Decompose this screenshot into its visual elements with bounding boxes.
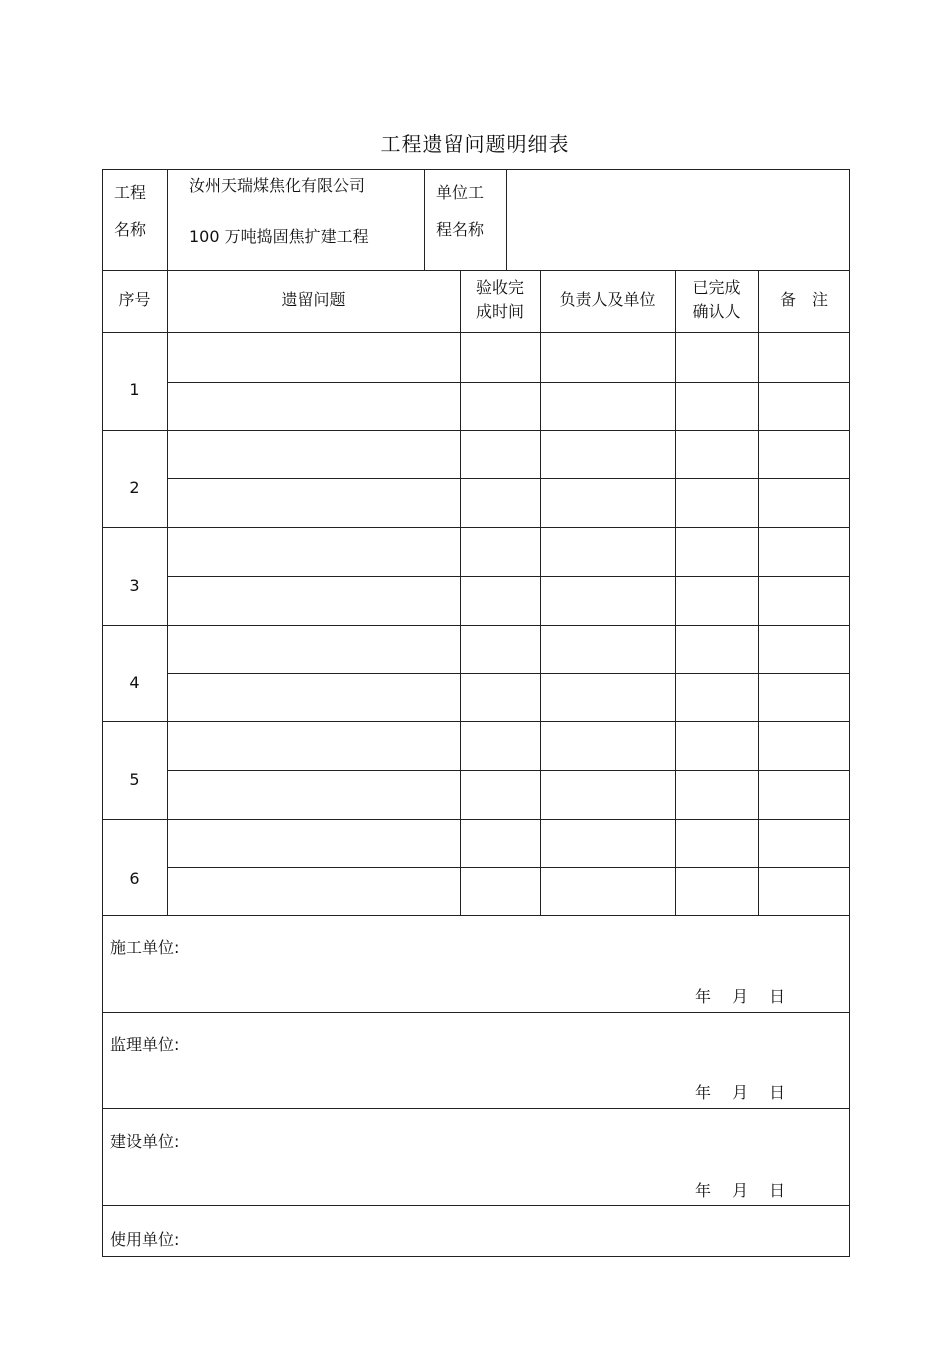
divider xyxy=(424,169,425,271)
divider xyxy=(102,625,850,626)
col-header-responsible: 负责人及单位 xyxy=(559,290,656,309)
col-header-accept-time-line1: 验收完 xyxy=(475,278,524,297)
signoff-construction-label: 施工单位: xyxy=(110,938,180,957)
divider xyxy=(102,819,850,820)
row-seq: 5 xyxy=(129,770,140,789)
col-header-issue: 遗留问题 xyxy=(281,290,346,309)
project-name-line1: 汝州天瑞煤焦化有限公司 xyxy=(189,176,366,195)
divider xyxy=(102,915,850,916)
signoff-construction-date: 年 月 日 xyxy=(695,987,786,1006)
divider xyxy=(167,770,850,771)
row-seq: 3 xyxy=(129,576,140,595)
divider xyxy=(102,332,850,333)
col-header-confirmed-line2: 确认人 xyxy=(692,302,741,321)
divider xyxy=(167,673,850,674)
divider xyxy=(102,1205,850,1206)
signoff-supervision-label: 监理单位: xyxy=(110,1035,180,1054)
row-seq: 4 xyxy=(129,673,140,692)
divider xyxy=(102,527,850,528)
divider xyxy=(102,1012,850,1013)
row-seq: 6 xyxy=(129,869,140,888)
project-name-line2: 100 万吨捣固焦扩建工程 xyxy=(189,227,369,246)
project-label-line2: 名称 xyxy=(114,220,147,239)
divider xyxy=(167,169,168,271)
divider xyxy=(167,478,850,479)
divider xyxy=(167,382,850,383)
divider xyxy=(102,270,850,271)
divider xyxy=(167,867,850,868)
divider xyxy=(102,1108,850,1109)
col-header-confirmed-line1: 已完成 xyxy=(692,278,741,297)
col-header-accept-time-line2: 成时间 xyxy=(475,302,524,321)
col-header-remark: 备 注 xyxy=(779,290,828,309)
row-seq: 2 xyxy=(129,478,140,497)
signoff-supervision-date: 年 月 日 xyxy=(695,1083,786,1102)
unit-label-line2: 程名称 xyxy=(436,220,485,239)
divider xyxy=(167,576,850,577)
signoff-owner-date: 年 月 日 xyxy=(695,1181,786,1200)
signoff-user-label: 使用单位: xyxy=(110,1230,180,1249)
divider xyxy=(506,169,507,271)
col-header-seq: 序号 xyxy=(118,290,151,309)
project-label-line1: 工程 xyxy=(114,183,147,202)
signoff-owner-label: 建设单位: xyxy=(110,1132,180,1151)
divider xyxy=(102,721,850,722)
document-title: 工程遗留问题明细表 xyxy=(380,132,570,156)
row-seq: 1 xyxy=(129,380,140,399)
divider xyxy=(102,430,850,431)
unit-label-line1: 单位工 xyxy=(436,183,485,202)
